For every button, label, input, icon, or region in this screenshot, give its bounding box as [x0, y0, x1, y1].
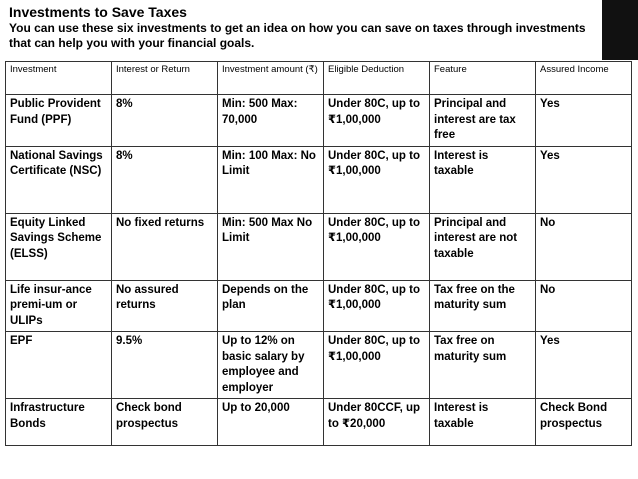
intro-text: You can use these six investments to get an idea on how you can save on taxes through investments that can help you with your financial goals.: [9, 21, 586, 50]
cell-investment: Life insur-ance premi-um or ULIPs: [6, 280, 112, 332]
cell-return: 9.5%: [112, 332, 218, 399]
cell-deduction: Under 80C, up to ₹1,00,000: [324, 146, 430, 213]
cell-investment: Public Provident Fund (PPF): [6, 95, 112, 147]
cell-assured: No: [536, 280, 632, 332]
cell-deduction: Under 80C, up to ₹1,00,000: [324, 280, 430, 332]
cell-investment: Infrastructure Bonds: [6, 399, 112, 446]
table-row: [6, 95, 632, 147]
cell-amount: Min: 500 Max No Limit: [218, 213, 324, 280]
cell-return: No assured returns: [112, 280, 218, 332]
page-title: Investments to Save Taxes: [9, 4, 187, 20]
cell-feature: Principal and interest are not taxable: [430, 213, 536, 280]
dark-corner-strip: [602, 0, 638, 60]
col-header-investment: Investment: [6, 62, 112, 95]
cell-deduction: Under 80C, up to ₹1,00,000: [324, 332, 430, 399]
cell-investment: National Savings Certificate (NSC): [6, 146, 112, 213]
col-header-amount: Investment amount (₹): [218, 62, 324, 95]
cell-assured: Yes: [536, 332, 632, 399]
cell-deduction: Under 80CCF, up to ₹20,000: [324, 399, 430, 446]
table-header-row: [6, 62, 632, 95]
cell-amount: Min: 500 Max: 70,000: [218, 95, 324, 147]
cell-return: 8%: [112, 95, 218, 147]
cell-feature: Interest is taxable: [430, 399, 536, 446]
col-header-deduction: Eligible Deduction: [324, 62, 430, 95]
table-row: [6, 280, 632, 332]
table-row: [6, 399, 632, 446]
cell-investment: EPF: [6, 332, 112, 399]
cell-assured: Yes: [536, 146, 632, 213]
investments-table: [5, 61, 632, 446]
cell-assured: Yes: [536, 95, 632, 147]
cell-feature: Tax free on the maturity sum: [430, 280, 536, 332]
cell-amount: Depends on the plan: [218, 280, 324, 332]
header-block: [6, 4, 602, 59]
cell-feature: Interest is taxable: [430, 146, 536, 213]
cell-investment: Equity Linked Savings Scheme (ELSS): [6, 213, 112, 280]
table-row: [6, 332, 632, 399]
cell-return: No fixed returns: [112, 213, 218, 280]
cell-amount: Up to 20,000: [218, 399, 324, 446]
cell-amount: Min: 100 Max: No Limit: [218, 146, 324, 213]
cell-return: Check bond prospectus: [112, 399, 218, 446]
cell-deduction: Under 80C, up to ₹1,00,000: [324, 95, 430, 147]
col-header-assured: Assured Income: [536, 62, 632, 95]
cell-assured: No: [536, 213, 632, 280]
table-row: [6, 146, 632, 213]
col-header-feature: Feature: [430, 62, 536, 95]
table-row: [6, 213, 632, 280]
cell-feature: Principal and interest are tax free: [430, 95, 536, 147]
cell-amount: Up to 12% on basic salary by employee and employer: [218, 332, 324, 399]
cell-return: 8%: [112, 146, 218, 213]
col-header-return: Interest or Return: [112, 62, 218, 95]
cell-assured: Check Bond prospectus: [536, 399, 632, 446]
cell-deduction: Under 80C, up to ₹1,00,000: [324, 213, 430, 280]
cell-feature: Tax free on maturity sum: [430, 332, 536, 399]
